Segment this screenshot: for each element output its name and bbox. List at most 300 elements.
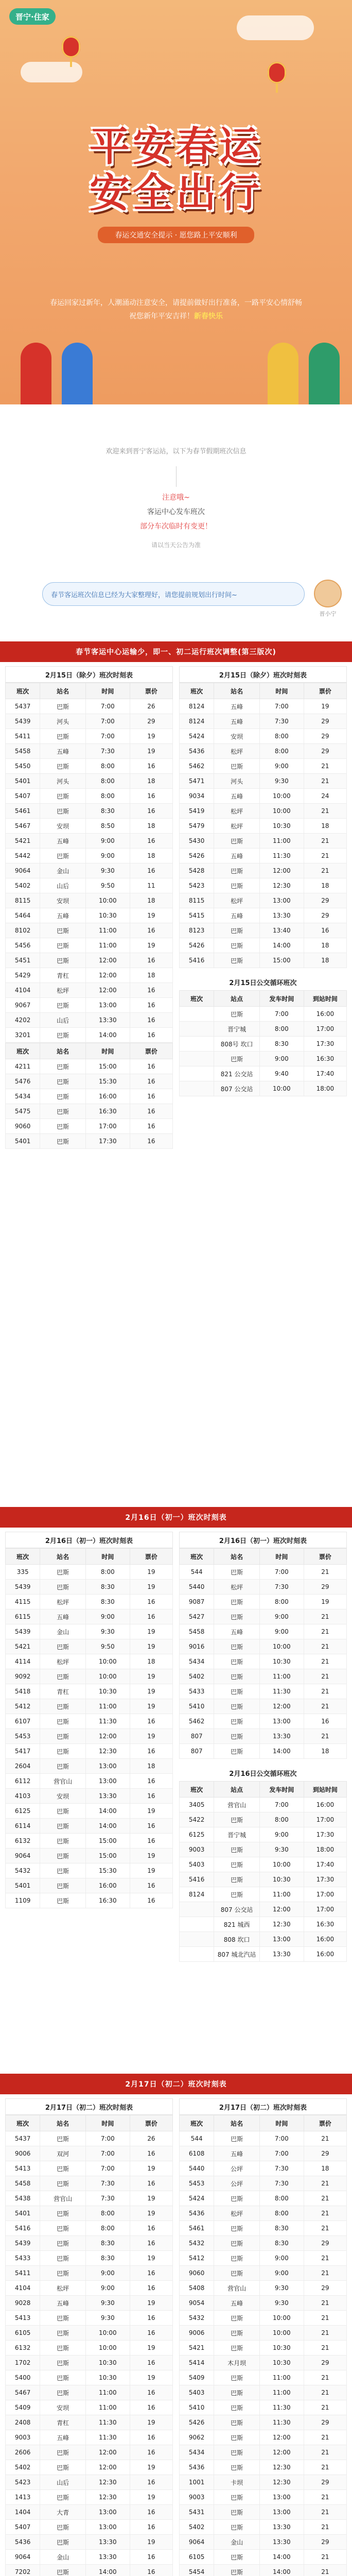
table-row (6, 819, 173, 834)
table-row (180, 714, 347, 729)
table-cell: 松坪 (214, 744, 260, 759)
table-cell: 晋宁城 (214, 1827, 260, 1842)
table-row (6, 2236, 173, 2251)
table-cell: 5410 (180, 2400, 214, 2415)
table-cell: 松坪 (40, 2281, 86, 2296)
table-cell: 9067 (6, 998, 40, 1013)
table-cell: 335 (6, 1565, 40, 1580)
table-cell: 5403 (180, 2385, 214, 2400)
table-cell: 山后 (40, 1013, 86, 1028)
table-cell: 9092 (6, 1669, 40, 1684)
table-cell: 18 (304, 819, 346, 834)
table-cell: 19 (130, 2415, 172, 2430)
table-cell: 巴斯 (40, 1104, 86, 1119)
table-row (180, 2281, 347, 2296)
table-cell: 巴斯 (214, 1684, 260, 1699)
table-row (180, 1037, 347, 1052)
table-cell: 5436 (180, 744, 214, 759)
table-row (180, 2565, 347, 2576)
table-cell: 13:30 (85, 2535, 130, 2550)
table-cell: 巴斯 (40, 1759, 86, 1774)
table-cell: 6107 (6, 1714, 40, 1729)
column-header: 时间 (85, 2115, 130, 2131)
table-cell: 5461 (180, 2221, 214, 2236)
table-cell: 17:30 (304, 1872, 346, 1887)
table-row (6, 2535, 173, 2550)
table-row (180, 1857, 347, 1872)
table-row (180, 744, 347, 759)
table-cell: 五峰 (40, 834, 86, 849)
table-cell: 巴斯 (214, 2385, 260, 2400)
table-cell: 营官山 (214, 2281, 260, 2296)
hero-notice-highlight: 新春快乐 (194, 312, 223, 320)
table-cell: 21 (304, 2565, 346, 2576)
table-cell: 7:30 (259, 2176, 304, 2191)
person-illustration (268, 343, 298, 404)
table-row (6, 1834, 173, 1849)
table-cell: 松坪 (40, 983, 86, 998)
table-cell: 8124 (180, 1887, 214, 1902)
table-cell: 26 (130, 699, 172, 714)
table-cell: 5415 (180, 908, 214, 923)
table-cell: 16:30 (304, 1917, 346, 1932)
table-cell: 21 (304, 2176, 346, 2191)
table-cell: 21 (304, 2296, 346, 2311)
left-column (5, 2098, 173, 2576)
table-cell: 巴斯 (214, 1052, 260, 1066)
table-cell: 五峰 (214, 908, 260, 923)
table-cell: 29 (304, 2355, 346, 2370)
table-row (180, 699, 347, 714)
table-cell: 巴斯 (214, 2341, 260, 2355)
table-cell: 15:00 (85, 1059, 130, 1074)
table-cell: 19 (130, 1580, 172, 1595)
table-row (180, 2176, 347, 2191)
table-cell: 5407 (6, 2520, 40, 2535)
hero-notice (21, 296, 331, 323)
table-cell: 21 (304, 2430, 346, 2445)
column-header: 票价 (130, 1549, 172, 1565)
table-cell: 8:30 (259, 2236, 304, 2251)
table-cell: 巴斯 (214, 1729, 260, 1744)
table-cell: 10:30 (85, 2370, 130, 2385)
table-cell: 5434 (180, 2445, 214, 2460)
table-cell: 5423 (6, 2475, 40, 2490)
table-cell: 5451 (6, 953, 40, 968)
table-cell: 五峰 (214, 714, 260, 729)
table-cell: 巴斯 (214, 1857, 260, 1872)
table-cell: 5421 (180, 2341, 214, 2355)
table-cell: 晋宁城 (214, 1022, 260, 1037)
table-cell: 6105 (6, 2326, 40, 2341)
table-cell: 巴斯 (214, 923, 260, 938)
table-cell: 9:30 (85, 1624, 130, 1639)
left-table (5, 1548, 173, 1908)
table-cell: 5454 (180, 2565, 214, 2576)
table-cell: 河头 (40, 774, 86, 789)
table-cell: 山后 (40, 2475, 86, 2490)
table-cell: 16 (130, 1893, 172, 1908)
table-cell: 21 (304, 1699, 346, 1714)
table-cell: 13:00 (259, 893, 304, 908)
table-cell: 16 (304, 923, 346, 938)
table-cell: 16:30 (85, 1893, 130, 1908)
table-cell: 巴斯 (40, 1834, 86, 1849)
table-cell: 巴斯 (40, 1699, 86, 1714)
table-cell: 16:00 (85, 1878, 130, 1893)
table-cell: 19 (130, 1684, 172, 1699)
table-cell: 7:00 (85, 2146, 130, 2161)
column-header: 班次 (180, 1782, 214, 1798)
table-cell: 10:00 (259, 789, 304, 804)
table-cell: 10:30 (85, 908, 130, 923)
table-row (180, 849, 347, 863)
person-illustration (21, 343, 51, 404)
table-cell: 21 (304, 1669, 346, 1684)
table-cell: 8:00 (85, 2206, 130, 2221)
table-cell: 巴斯 (214, 2400, 260, 2415)
table-cell: 21 (304, 1729, 346, 1744)
table-cell: 5458 (6, 2176, 40, 2191)
table-cell: 16 (130, 1119, 172, 1134)
table-cell: 9064 (180, 2535, 214, 2550)
table-cell: 5439 (6, 1580, 40, 1595)
table-cell: 巴斯 (214, 834, 260, 849)
table-cell: 巴斯 (214, 2505, 260, 2520)
table-row (6, 2326, 173, 2341)
table-row (180, 953, 347, 968)
table-cell: 8:00 (85, 774, 130, 789)
table-cell: 29 (304, 2236, 346, 2251)
table-cell: 5400 (6, 2370, 40, 2385)
table-cell: 5431 (180, 2505, 214, 2520)
table-cell: 19 (130, 2370, 172, 2385)
table-cell: 巴斯 (40, 2341, 86, 2355)
table-cell: 5429 (6, 968, 40, 983)
table-row (6, 1028, 173, 1043)
table-cell: 14:00 (259, 2565, 304, 2576)
table-cell: 16 (130, 1134, 172, 1149)
table-cell: 12:30 (85, 1744, 130, 1759)
table-cell: 17:40 (304, 1066, 346, 1081)
table-cell: 18 (130, 968, 172, 983)
table-cell: 14:00 (85, 2565, 130, 2576)
table-row (6, 834, 173, 849)
table-cell: 9:50 (85, 1639, 130, 1654)
table-cell: 29 (304, 729, 346, 744)
table-row (6, 2460, 173, 2475)
table-cell: 19 (130, 1565, 172, 1580)
table-cell: 807 (180, 1744, 214, 1759)
table-cell: 5411 (6, 729, 40, 744)
column-header: 班次 (6, 1043, 40, 1059)
table-row (6, 953, 173, 968)
table-cell: 巴斯 (214, 1669, 260, 1684)
table-row (180, 1842, 347, 1857)
table-cell: 29 (304, 2415, 346, 2430)
table-row (6, 2146, 173, 2161)
table-cell: 巴斯 (40, 998, 86, 1013)
table-cell: 5450 (6, 759, 40, 774)
table-row (180, 1812, 347, 1827)
table-cell: 21 (304, 2341, 346, 2355)
table-cell: 21 (304, 2505, 346, 2520)
hero-badge: 春运交通安全提示 · 愿您路上平安顺利 (98, 227, 254, 243)
right-table (179, 1548, 347, 1759)
table-cell: 11:30 (85, 2415, 130, 2430)
table-cell: 11:00 (85, 2385, 130, 2400)
table-cell: 巴斯 (40, 804, 86, 819)
table-cell: 21 (304, 2370, 346, 2385)
table-cell: 五峰 (40, 1609, 86, 1624)
table-cell: 9:00 (85, 2266, 130, 2281)
table-cell: 5422 (180, 1812, 214, 1827)
table-cell: 5433 (180, 1684, 214, 1699)
table-cell: 821 公交站 (214, 1066, 260, 1081)
table-cell: 4114 (6, 1654, 40, 1669)
table-cell: 河头 (214, 774, 260, 789)
table-row (180, 2266, 347, 2281)
table-cell: 10:30 (85, 1684, 130, 1699)
table-row (6, 744, 173, 759)
table-row (6, 1134, 173, 1149)
table-row (6, 1595, 173, 1609)
table-cell: 13:00 (259, 1932, 304, 1947)
table-cell: 8:00 (259, 1812, 304, 1827)
table-cell (180, 1022, 214, 1037)
table-row (180, 2520, 347, 2535)
table-cell: 5432 (6, 1863, 40, 1878)
intro-highlight: 部分车次临时有变更！ (140, 522, 212, 531)
table-cell: 13:30 (259, 1729, 304, 1744)
table-row (6, 1819, 173, 1834)
table-title: 2月17日（初二）班次时刻表 (5, 2098, 173, 2115)
table-cell: 6125 (6, 1804, 40, 1819)
table-cell: 5413 (6, 2161, 40, 2176)
table-cell: 巴斯 (214, 1007, 260, 1022)
table-cell: 21 (304, 1624, 346, 1639)
table-cell (180, 1917, 214, 1932)
table-cell: 8:00 (259, 2206, 304, 2221)
table-cell: 4103 (6, 1789, 40, 1804)
table-cell: 巴斯 (214, 1872, 260, 1887)
table-cell: 12:00 (259, 2445, 304, 2460)
table-cell: 544 (180, 2131, 214, 2146)
table-cell: 11:00 (85, 923, 130, 938)
table-cell: 5402 (6, 2460, 40, 2475)
divider (176, 466, 177, 487)
table-cell: 5471 (180, 774, 214, 789)
table-cell: 9:00 (259, 1609, 304, 1624)
table-cell: 8:30 (85, 2251, 130, 2266)
schedule-section (0, 1507, 352, 1962)
table-cell: 巴斯 (40, 2445, 86, 2460)
table-cell: 9:50 (85, 878, 130, 893)
table-cell: 15:00 (259, 953, 304, 968)
table-row (6, 2281, 173, 2296)
intro-block (0, 404, 352, 641)
table-cell: 9:30 (85, 2311, 130, 2326)
table-cell: 8:30 (259, 1037, 304, 1052)
table-cell: 14:00 (85, 1819, 130, 1834)
table-row (180, 1932, 347, 1947)
table-cell: 808 坎口 (214, 1932, 260, 1947)
table-cell: 11:30 (259, 2400, 304, 2415)
table-cell: 安坝 (40, 893, 86, 908)
table-cell: 12:30 (259, 2475, 304, 2490)
table-row (180, 1798, 347, 1812)
table-row (6, 923, 173, 938)
table-cell: 16 (130, 1774, 172, 1789)
table-cell: 19 (130, 2191, 172, 2206)
table-cell: 巴斯 (214, 2415, 260, 2430)
table-row (6, 1089, 173, 1104)
intro-text: 欢迎来到晋宁客运站，以下为春节假期班次信息 (105, 448, 247, 455)
table-cell: 11:00 (259, 2370, 304, 2385)
table-row (6, 1699, 173, 1714)
table-row (6, 2176, 173, 2191)
table-cell: 9:30 (259, 1842, 304, 1857)
table-cell: 10:00 (259, 2326, 304, 2341)
table-cell: 8:00 (259, 744, 304, 759)
table-cell: 19 (130, 2460, 172, 2475)
table-cell: 16 (130, 2520, 172, 2535)
table-cell: 7:00 (85, 2161, 130, 2176)
table-row (180, 789, 347, 804)
table-cell: 巴斯 (40, 1059, 86, 1074)
table-cell: 巴斯 (40, 1134, 86, 1149)
table-cell: 巴斯 (40, 2370, 86, 2385)
table-cell: 5461 (6, 804, 40, 819)
table-cell: 9003 (180, 2490, 214, 2505)
table-cell: 5428 (180, 863, 214, 878)
table-cell: 营官山 (40, 1774, 86, 1789)
table-cell: 河头 (40, 714, 86, 729)
table-cell: 巴斯 (40, 2460, 86, 2475)
table-cell: 17:00 (304, 1902, 346, 1917)
bus-loop-title: 2月15日公交循环班次 (229, 979, 297, 987)
table-cell: 7:00 (85, 729, 130, 744)
table-cell: 巴斯 (214, 2490, 260, 2505)
table-cell: 6132 (6, 1834, 40, 1849)
table-cell: 营官山 (214, 1798, 260, 1812)
table-cell: 6132 (6, 2341, 40, 2355)
table-cell: 21 (304, 2460, 346, 2475)
table-cell: 9034 (180, 789, 214, 804)
table-row (180, 2550, 347, 2565)
table-row (180, 2430, 347, 2445)
table-row (180, 774, 347, 789)
table-cell: 2606 (6, 2445, 40, 2460)
table-cell: 12:30 (85, 2475, 130, 2490)
table-cell: 8102 (6, 923, 40, 938)
table-cell: 7:00 (85, 699, 130, 714)
table-cell: 1001 (180, 2475, 214, 2490)
table-row (180, 863, 347, 878)
table-cell: 9:00 (85, 834, 130, 849)
brand-badge: 晋宁·住家 (9, 8, 56, 25)
table-cell (180, 1037, 214, 1052)
table-cell: 巴斯 (214, 1714, 260, 1729)
table-cell: 4115 (6, 1595, 40, 1609)
table-cell: 11:00 (259, 1887, 304, 1902)
table-cell: 18 (304, 938, 346, 953)
table-cell: 10:00 (259, 1081, 304, 1096)
table-cell: 巴斯 (214, 938, 260, 953)
table-cell: 5414 (180, 2355, 214, 2370)
table-cell: 8:00 (259, 1595, 304, 1609)
table-cell: 13:00 (259, 2490, 304, 2505)
table-row (6, 2520, 173, 2535)
table-cell: 11:00 (259, 834, 304, 849)
hero-title-line2: 安全出行 (89, 170, 262, 216)
table-row (180, 834, 347, 849)
table-row (180, 923, 347, 938)
table-cell: 7:30 (85, 744, 130, 759)
table-row (180, 2505, 347, 2520)
table-cell: 10:00 (85, 1654, 130, 1669)
table-cell: 5402 (180, 2520, 214, 2535)
table-row (6, 2430, 173, 2445)
table-cell: 18:00 (304, 1842, 346, 1857)
table-cell: 16 (130, 2236, 172, 2251)
table-cell: 807 (180, 1729, 214, 1744)
table-cell: 巴斯 (40, 1119, 86, 1134)
table-cell: 16 (130, 2445, 172, 2460)
table-cell: 21 (304, 1609, 346, 1624)
table-cell: 巴斯 (40, 938, 86, 953)
table-cell: 14:00 (259, 1744, 304, 1759)
schedule-section (0, 2074, 352, 2576)
table-cell: 10:00 (259, 1639, 304, 1654)
table-cell: 5437 (6, 2131, 40, 2146)
table-cell: 山后 (40, 878, 86, 893)
table-cell: 5416 (6, 2221, 40, 2236)
column-header: 时间 (259, 2115, 304, 2131)
table-cell: 9064 (6, 1849, 40, 1863)
table-cell: 巴斯 (214, 1887, 260, 1902)
table-cell (180, 1066, 214, 1081)
table-cell (180, 1932, 214, 1947)
table-cell: 16 (130, 2430, 172, 2445)
table-cell: 19 (130, 1624, 172, 1639)
chat-bubble: 春节客运班次信息已经为大家整理好，请您提前规划出行时间~ (42, 582, 305, 606)
section-header: 春节客运中心运输少，即一、初二运行班次调整(第三版次) (0, 641, 352, 662)
table-cell: 18 (130, 819, 172, 834)
table-cell: 巴斯 (40, 759, 86, 774)
table-row (180, 1744, 347, 1759)
table-cell: 19 (130, 2535, 172, 2550)
column-header: 时间 (259, 1549, 304, 1565)
table-cell: 5401 (6, 1878, 40, 1893)
table-cell: 公坪 (214, 2161, 260, 2176)
table-row (180, 1081, 347, 1096)
table-cell: 9028 (6, 2296, 40, 2311)
table-row (6, 1804, 173, 1819)
right-table (179, 2115, 347, 2576)
table-cell: 19 (130, 1699, 172, 1714)
table-cell: 9:30 (85, 2296, 130, 2311)
table-cell: 19 (130, 1669, 172, 1684)
table-cell: 1404 (6, 2505, 40, 2520)
table-cell: 5439 (6, 714, 40, 729)
table-cell: 18 (304, 878, 346, 893)
table-row (180, 2355, 347, 2370)
table-cell: 8115 (180, 893, 214, 908)
table-cell: 5412 (180, 2251, 214, 2266)
table-row (180, 2191, 347, 2206)
table-cell: 五峰 (214, 1624, 260, 1639)
